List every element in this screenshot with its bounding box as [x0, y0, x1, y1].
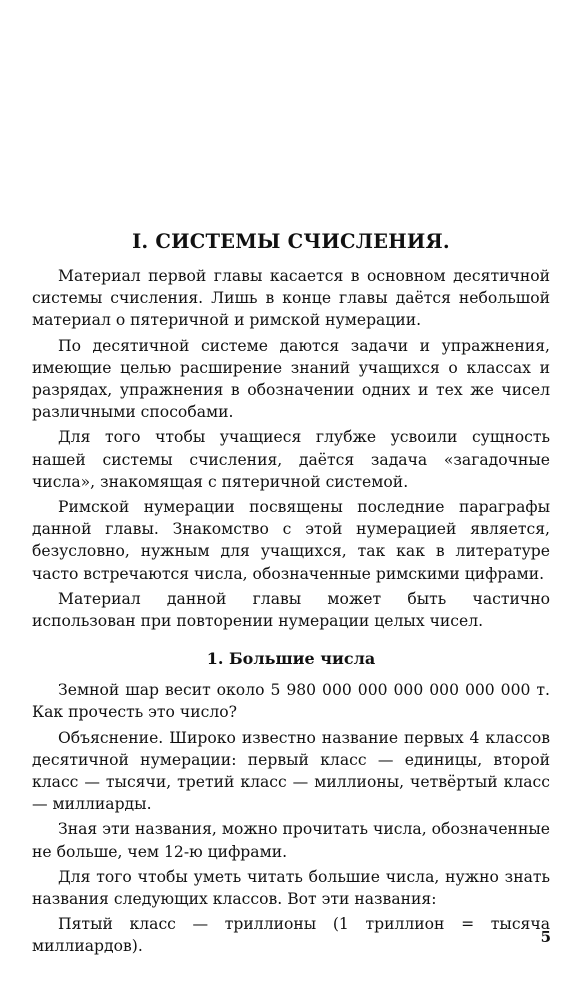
page-number: 5 [540, 928, 551, 946]
intro-paragraph-2: По десятичной системе даются задачи и упражнения, имеющие целью расширение знаний учащихся о классах и разрядах, упражнения в обозначении одних и тех же чисел различными способами. [32, 336, 550, 422]
intro-paragraph-1: Материал первой главы касается в основном десятичной системы счисления. Лишь в конце главы даётся небольшой материал о пятеричной и римской нумерации. [32, 267, 550, 330]
section-paragraph-2: Объяснение. Широко известно название первых 4 классов десятичной нумерации: первый класс — единицы, второй класс — тысячи, третий класс — миллионы, четвёртый класс — миллиарды. [32, 728, 550, 814]
intro-paragraph-5: Материал данной главы может быть частично использован при повторении нумерации целых чисел. [32, 589, 550, 631]
chapter-title: I. СИСТЕМЫ СЧИСЛЕНИЯ. [132, 230, 450, 253]
section-paragraph-1: Земной шар весит около 5 980 000 000 000 000 000 000 т. Как прочесть это число? [32, 681, 550, 722]
section-title: 1. Большие числа [206, 649, 376, 669]
section-paragraph-4: Для того чтобы уметь читать большие числа, нужно знать названия следующих классов. Вот эти названия: [32, 867, 550, 909]
page-content [32, 228, 550, 961]
intro-paragraph-4: Римской нумерации посвящены последние параграфы данной главы. Знакомство с этой нумерацией является, безусловно, нужным для учащихся, так как в литературе часто встречаются числа, обозначенные римскими цифрами. [32, 498, 550, 583]
section-paragraph-5: Пятый класс — триллионы (1 триллион = тысяча миллиардов). [32, 915, 550, 956]
intro-paragraph-3: Для того чтобы учащиеся глубже усвоили сущность нашей системы счисления, даётся задача «загадочные числа», знакомящая с пятеричной системой. [32, 428, 550, 491]
section-paragraph-3: Зная эти названия, можно прочитать числа, обозначенные не больше, чем 12-ю цифрами. [32, 820, 550, 861]
